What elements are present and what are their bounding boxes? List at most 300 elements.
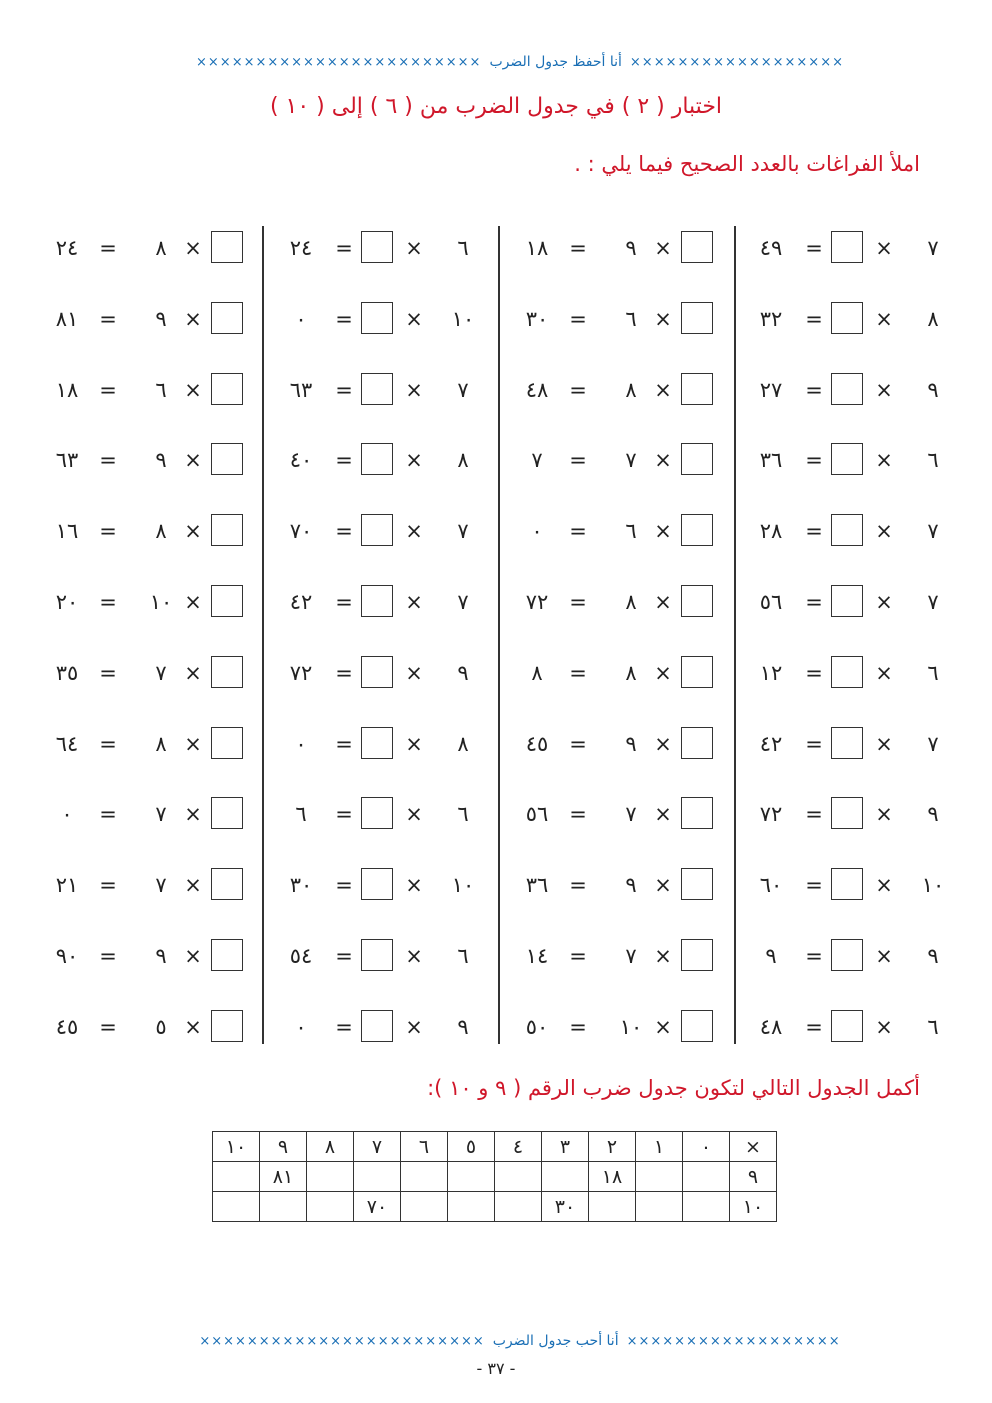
equation-row [278, 372, 478, 408]
result-value: ٠ [61, 802, 73, 827]
answer-box[interactable] [681, 1010, 713, 1042]
times-sign: × [405, 944, 423, 968]
equals-sign: = [569, 660, 587, 685]
equation-row [514, 726, 714, 762]
equals-sign: = [335, 236, 353, 260]
factor-value: ٩ [927, 802, 939, 827]
equation-row [278, 513, 478, 549]
table-cell: ١٨ [589, 1162, 636, 1192]
factor-value: ٧ [625, 802, 637, 827]
factor-value: ٨ [155, 731, 167, 756]
page-number: - ٣٧ - [476, 1359, 516, 1378]
equation-row [278, 584, 478, 620]
times-sign: × [184, 873, 202, 898]
times-sign: × [875, 590, 893, 614]
factor-value: ٧ [927, 236, 939, 260]
banner-marks-left-2: ×××××× [410, 54, 482, 70]
table-cell[interactable] [260, 1192, 307, 1222]
table-row-label: ٩ [730, 1162, 777, 1192]
equation-row [514, 442, 714, 478]
answer-box[interactable] [681, 514, 713, 546]
answer-box[interactable] [211, 231, 243, 263]
factor-value: ٩ [927, 377, 939, 402]
factor-value: ٧ [155, 873, 167, 898]
equation-row [748, 796, 948, 832]
equals-sign: = [99, 448, 117, 473]
times-sign: × [654, 590, 672, 614]
answer-box[interactable] [211, 302, 243, 334]
times-sign: × [405, 306, 423, 331]
equation-row [44, 867, 244, 903]
times-sign: × [184, 731, 202, 756]
equation-row [44, 1009, 244, 1045]
header-banner [120, 50, 920, 74]
footer-banner [120, 1329, 920, 1353]
result-value: ٤٥ [55, 1014, 79, 1039]
equation-row [278, 726, 478, 762]
table-cell[interactable] [589, 1192, 636, 1222]
equals-sign: = [569, 377, 587, 402]
equals-sign: = [569, 448, 587, 473]
table-cell: ٨١ [260, 1162, 307, 1192]
factor-value: ١٠ [451, 873, 475, 898]
table-cell[interactable] [683, 1162, 730, 1192]
table-cell[interactable] [542, 1162, 589, 1192]
equals-sign: = [335, 944, 353, 968]
times-sign: × [184, 448, 202, 473]
answer-box[interactable] [211, 797, 243, 829]
table-header-cell: ٢ [589, 1132, 636, 1162]
times-sign: × [654, 236, 672, 260]
result-value: ٤٠ [289, 448, 313, 473]
result-value: ٧ [531, 448, 543, 473]
table-row-label: ١٠ [730, 1192, 777, 1222]
answer-box[interactable] [831, 302, 863, 334]
factor-value: ٧ [155, 660, 167, 685]
table-cell[interactable] [683, 1192, 730, 1222]
times-sign: × [184, 519, 202, 544]
result-value: ٥٠ [525, 1014, 549, 1039]
table-cell[interactable] [354, 1162, 401, 1192]
equation-row [514, 867, 714, 903]
times-sign: × [405, 802, 423, 827]
result-value: ٣٠ [289, 873, 313, 898]
result-value: ٣٠ [525, 306, 549, 331]
answer-box[interactable] [211, 373, 243, 405]
table-instruction: أكمل الجدول التالي لتكون جدول ضرب الرقم ( ٩ و ١٠ ): [427, 1076, 920, 1100]
times-sign: × [654, 1014, 672, 1039]
factor-value: ٩ [155, 448, 167, 473]
factor-value: ٧ [927, 590, 939, 614]
answer-box[interactable] [361, 656, 393, 688]
exercise-columns [0, 208, 992, 1048]
equation-row [748, 584, 948, 620]
equals-sign: = [569, 236, 587, 260]
answer-box[interactable] [211, 939, 243, 971]
equals-sign: = [569, 731, 587, 756]
result-value: ٤٢ [289, 590, 313, 614]
result-value: ٧٢ [525, 590, 549, 614]
factor-value: ٧ [927, 519, 939, 544]
factor-value: ٧ [155, 802, 167, 827]
equation-row [748, 655, 948, 691]
factor-value: ٧ [457, 519, 469, 544]
equals-sign: = [335, 519, 353, 544]
equation-row [44, 726, 244, 762]
footer-marks-left: ×××××××××××××××××× [199, 1333, 414, 1349]
times-sign: × [875, 306, 893, 331]
answer-box[interactable] [361, 727, 393, 759]
equals-sign: = [569, 306, 587, 331]
table-cell: ٧٠ [354, 1192, 401, 1222]
factor-value: ٥ [155, 1014, 167, 1039]
equals-sign: = [335, 590, 353, 614]
result-value: ١٨ [525, 236, 549, 260]
answer-box[interactable] [681, 797, 713, 829]
answer-box[interactable] [211, 868, 243, 900]
times-sign: × [184, 660, 202, 685]
equals-sign: = [335, 731, 353, 756]
table-cell[interactable] [495, 1192, 542, 1222]
answer-box[interactable] [361, 373, 393, 405]
factor-value: ٨ [625, 660, 637, 685]
table-cell[interactable] [213, 1162, 260, 1192]
equals-sign: = [805, 377, 823, 402]
result-value: ٩٠ [55, 944, 79, 968]
equals-sign: = [569, 802, 587, 827]
equation-row [748, 372, 948, 408]
equals-sign: = [805, 590, 823, 614]
factor-value: ٩ [155, 944, 167, 968]
factor-value: ٦ [927, 448, 939, 473]
answer-box[interactable] [831, 868, 863, 900]
equals-sign: = [805, 306, 823, 331]
answer-box[interactable] [831, 727, 863, 759]
table-cell[interactable] [213, 1192, 260, 1222]
times-sign: × [875, 944, 893, 968]
equals-sign: = [335, 448, 353, 473]
table-row [213, 1162, 777, 1192]
equals-sign: = [335, 873, 353, 898]
factor-value: ١٠ [921, 873, 945, 898]
answer-box[interactable] [681, 231, 713, 263]
result-value: ٥٤ [289, 944, 313, 968]
equals-sign: = [335, 660, 353, 685]
times-sign: × [654, 802, 672, 827]
answer-box[interactable] [831, 797, 863, 829]
table-cell[interactable] [307, 1192, 354, 1222]
times-sign: × [184, 1014, 202, 1039]
result-value: ٩ [765, 944, 777, 968]
result-value: ٢٤ [55, 236, 79, 260]
equals-sign: = [99, 802, 117, 827]
answer-box[interactable] [681, 939, 713, 971]
times-sign: × [875, 802, 893, 827]
answer-box[interactable] [681, 656, 713, 688]
table-cell[interactable] [307, 1162, 354, 1192]
result-value: ٠ [295, 1014, 307, 1039]
times-sign: × [405, 236, 423, 260]
factor-value: ٧ [927, 731, 939, 756]
times-sign: × [654, 306, 672, 331]
times-sign: × [654, 519, 672, 544]
factor-value: ٦ [927, 1014, 939, 1039]
result-value: ١٦ [55, 519, 79, 544]
times-sign: × [405, 731, 423, 756]
factor-value: ٨ [625, 590, 637, 614]
times-sign: × [405, 448, 423, 473]
factor-value: ٦ [625, 519, 637, 544]
result-value: ٨ [531, 660, 543, 685]
table-cell[interactable] [495, 1162, 542, 1192]
header-banner-text: أنا أحفظ جدول الضرب [489, 54, 622, 70]
table-header-cell: ٦ [401, 1132, 448, 1162]
table-cell[interactable] [448, 1192, 495, 1222]
equation-row [748, 1009, 948, 1045]
equation-row [278, 655, 478, 691]
page-title: اختبار ( ٢ ) في جدول الضرب من ( ٦ ) إلى ( ١٠ ) [269, 94, 723, 119]
result-value: ٢٧ [759, 377, 783, 402]
table-cell[interactable] [636, 1162, 683, 1192]
factor-value: ٧ [625, 448, 637, 473]
result-value: ١٨ [55, 377, 79, 402]
factor-value: ١٠ [451, 306, 475, 331]
result-value: ٠ [295, 306, 307, 331]
equals-sign: = [99, 519, 117, 544]
factor-value: ٦ [155, 377, 167, 402]
equation-row [44, 301, 244, 337]
equation-row [44, 655, 244, 691]
equation-row [748, 230, 948, 266]
answer-box[interactable] [211, 514, 243, 546]
equation-row [44, 442, 244, 478]
equation-row [44, 796, 244, 832]
answer-box[interactable] [681, 868, 713, 900]
equation-row [514, 655, 714, 691]
column-divider [498, 226, 500, 1044]
result-value: ٢٠ [55, 590, 79, 614]
factor-value: ٩ [457, 660, 469, 685]
table-header-cell: ٣ [542, 1132, 589, 1162]
equals-sign: = [805, 660, 823, 685]
equals-sign: = [805, 873, 823, 898]
equation-row [44, 372, 244, 408]
equation-row [748, 867, 948, 903]
result-value: ٧٠ [289, 519, 313, 544]
result-value: ٣٦ [525, 873, 549, 898]
equation-row [514, 584, 714, 620]
table-cell[interactable] [448, 1162, 495, 1192]
answer-box[interactable] [831, 373, 863, 405]
times-sign: × [184, 306, 202, 331]
equals-sign: = [805, 944, 823, 968]
factor-value: ٩ [155, 306, 167, 331]
factor-value: ٦ [625, 306, 637, 331]
equation-row [514, 796, 714, 832]
answer-box[interactable] [211, 585, 243, 617]
equals-sign: = [569, 944, 587, 968]
answer-box[interactable] [361, 868, 393, 900]
answer-box[interactable] [211, 1010, 243, 1042]
equals-sign: = [569, 873, 587, 898]
table-header-cell: ٤ [495, 1132, 542, 1162]
answer-box[interactable] [361, 443, 393, 475]
times-sign: × [184, 944, 202, 968]
equation-row [514, 513, 714, 549]
equation-row [44, 938, 244, 974]
equation-row [278, 230, 478, 266]
result-value: ٥٦ [525, 802, 549, 827]
equation-row [44, 584, 244, 620]
factor-value: ٨ [927, 306, 939, 331]
factor-value: ٦ [927, 660, 939, 685]
answer-box[interactable] [361, 514, 393, 546]
column-divider [262, 226, 264, 1044]
answer-box[interactable] [211, 727, 243, 759]
equation-row [514, 301, 714, 337]
factor-value: ١٠ [149, 590, 173, 614]
factor-value: ٨ [155, 236, 167, 260]
equation-row [748, 301, 948, 337]
answer-box[interactable] [361, 231, 393, 263]
times-sign: × [875, 448, 893, 473]
table-header-cell: ٠ [683, 1132, 730, 1162]
equation-row [278, 1009, 478, 1045]
result-value: ٦٣ [55, 448, 79, 473]
result-value: ٨١ [55, 306, 79, 331]
times-sign: × [184, 377, 202, 402]
result-value: ١٢ [759, 660, 783, 685]
answer-box[interactable] [681, 373, 713, 405]
equation-row [748, 726, 948, 762]
answer-box[interactable] [361, 939, 393, 971]
answer-box[interactable] [361, 797, 393, 829]
times-sign: × [875, 236, 893, 260]
answer-box[interactable] [681, 302, 713, 334]
table-header-cell: ٩ [260, 1132, 307, 1162]
times-sign: × [405, 1014, 423, 1039]
equals-sign: = [99, 944, 117, 968]
table-header-cell: ٨ [307, 1132, 354, 1162]
factor-value: ٦ [457, 944, 469, 968]
equals-sign: = [99, 306, 117, 331]
answer-box[interactable] [211, 443, 243, 475]
factor-value: ٦ [457, 236, 469, 260]
equation-row [514, 1009, 714, 1045]
answer-box[interactable] [361, 585, 393, 617]
result-value: ٣٥ [55, 660, 79, 685]
result-value: ٧٢ [289, 660, 313, 685]
factor-value: ٨ [155, 519, 167, 544]
equals-sign: = [335, 306, 353, 331]
equation-row [44, 513, 244, 549]
times-sign: × [654, 873, 672, 898]
equals-sign: = [335, 802, 353, 827]
instruction-text: املأ الفراغات بالعدد الصحيح فيما يلي : . [574, 152, 920, 176]
answer-box[interactable] [681, 727, 713, 759]
answer-box[interactable] [211, 656, 243, 688]
factor-value: ٧ [457, 590, 469, 614]
equals-sign: = [569, 590, 587, 614]
answer-box[interactable] [831, 443, 863, 475]
table-header-cell: ٧ [354, 1132, 401, 1162]
equation-row [748, 513, 948, 549]
times-sign: × [654, 944, 672, 968]
equals-sign: = [569, 519, 587, 544]
factor-value: ٧ [625, 944, 637, 968]
result-value: ٤٢ [759, 731, 783, 756]
result-value: ٧٢ [759, 802, 783, 827]
times-sign: × [654, 448, 672, 473]
equals-sign: = [805, 519, 823, 544]
answer-box[interactable] [831, 514, 863, 546]
result-value: ٢٤ [289, 236, 313, 260]
result-value: ٦٤ [55, 731, 79, 756]
factor-value: ٩ [625, 873, 637, 898]
equation-row [514, 938, 714, 974]
answer-box[interactable] [831, 1010, 863, 1042]
table-header-cell: × [730, 1132, 777, 1162]
times-sign: × [184, 802, 202, 827]
answer-box[interactable] [831, 939, 863, 971]
equals-sign: = [99, 660, 117, 685]
times-sign: × [654, 660, 672, 685]
equals-sign: = [335, 377, 353, 402]
result-value: ٣٦ [759, 448, 783, 473]
result-value: ٤٩ [759, 236, 783, 260]
factor-value: ٨ [457, 731, 469, 756]
equals-sign: = [99, 873, 117, 898]
times-sign: × [405, 590, 423, 614]
column-divider [734, 226, 736, 1044]
answer-box[interactable] [361, 302, 393, 334]
result-value: ٢١ [55, 873, 79, 898]
result-value: ٤٨ [525, 377, 549, 402]
answer-box[interactable] [831, 231, 863, 263]
times-sign: × [875, 519, 893, 544]
times-sign: × [654, 731, 672, 756]
equals-sign: = [99, 590, 117, 614]
equation-row [278, 442, 478, 478]
table-header-row [213, 1132, 777, 1162]
equals-sign: = [99, 731, 117, 756]
factor-value: ٩ [625, 731, 637, 756]
table-cell[interactable] [636, 1192, 683, 1222]
equation-row [278, 301, 478, 337]
equals-sign: = [805, 448, 823, 473]
footer-marks-right: ×××××××××××××××××× [626, 1333, 841, 1349]
answer-box[interactable] [681, 443, 713, 475]
factor-value: ٧ [457, 377, 469, 402]
table-row [213, 1192, 777, 1222]
answer-box[interactable] [831, 656, 863, 688]
result-value: ٣٢ [759, 306, 783, 331]
answer-box[interactable] [681, 585, 713, 617]
table-cell[interactable] [401, 1162, 448, 1192]
equals-sign: = [335, 1014, 353, 1039]
table-header-cell: ١ [636, 1132, 683, 1162]
footer-banner-text: أنا أحب جدول الضرب [492, 1333, 619, 1349]
times-sign: × [405, 873, 423, 898]
equation-row [278, 867, 478, 903]
table-cell[interactable] [401, 1192, 448, 1222]
equation-row [278, 938, 478, 974]
answer-box[interactable] [831, 585, 863, 617]
equation-row [748, 938, 948, 974]
answer-box[interactable] [361, 1010, 393, 1042]
equals-sign: = [569, 1014, 587, 1039]
equals-sign: = [805, 802, 823, 827]
